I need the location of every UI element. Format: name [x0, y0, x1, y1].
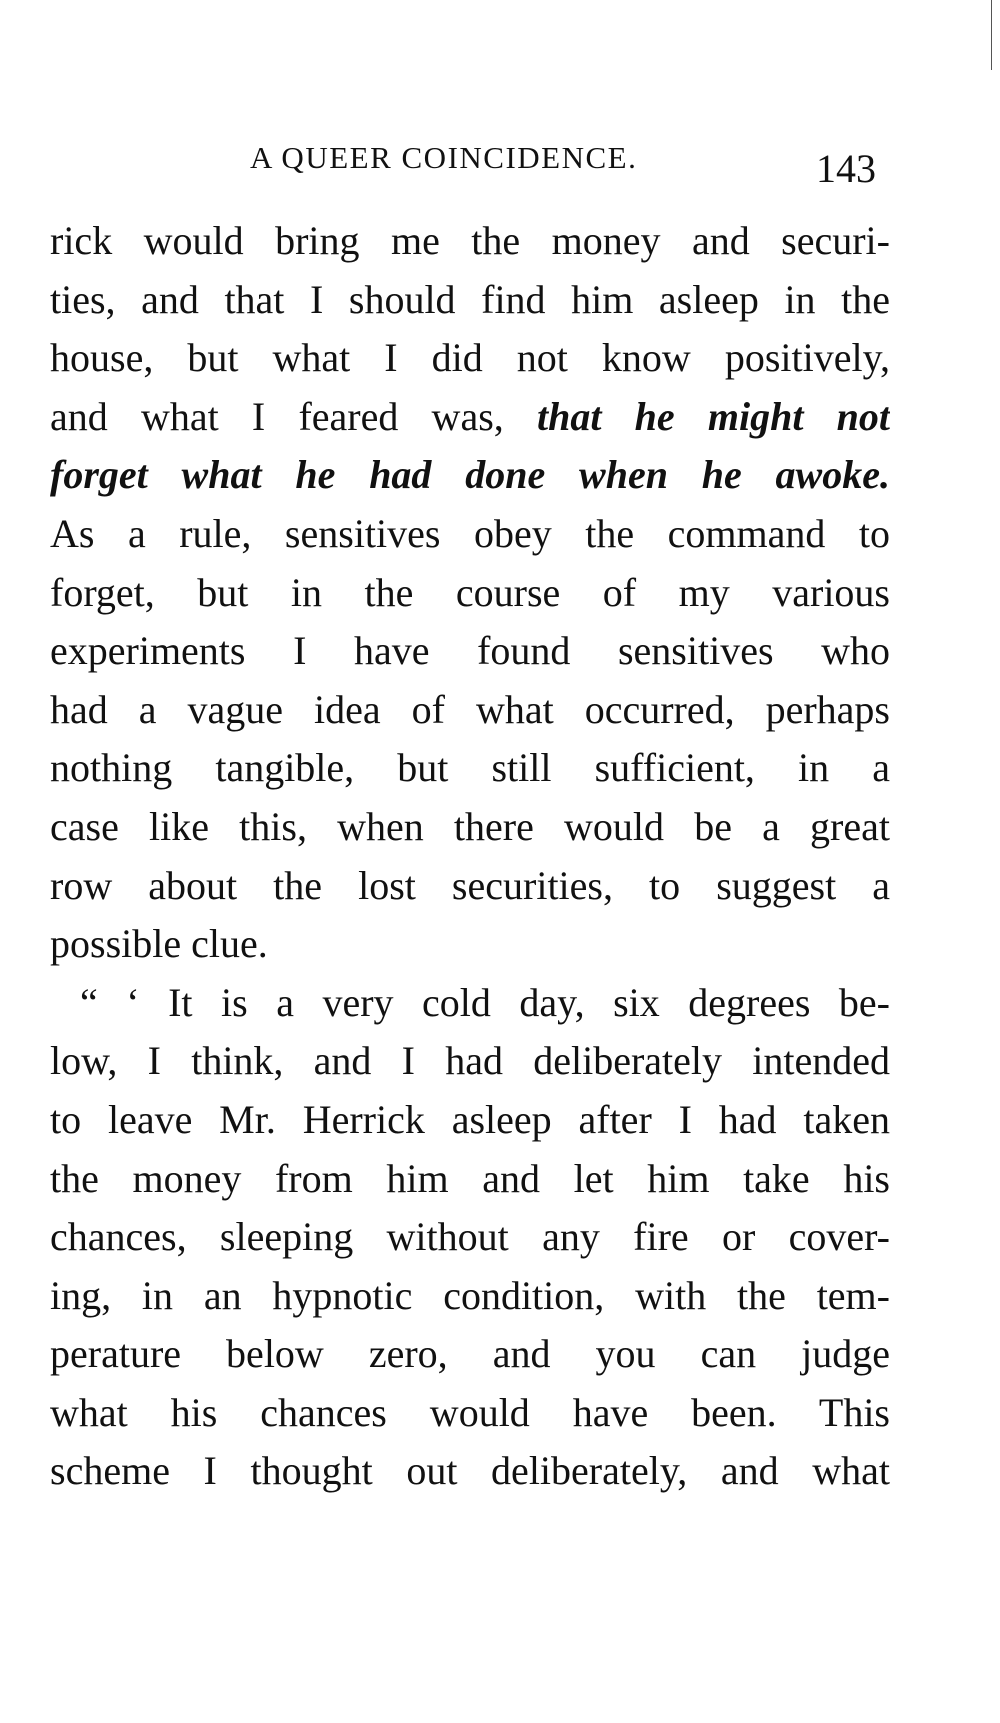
text-line: ties, and that I should find him asleep in the [50, 276, 890, 322]
text-line: experiments I have found sensitives who [50, 628, 890, 674]
text-line: low, I think, and I had deliberately intended [50, 1038, 890, 1084]
italic-emphasis: forget what he had done when he awoke. [50, 452, 890, 498]
text-line: house, but what I did not know positively, [50, 335, 890, 381]
text-line [50, 388, 890, 447]
page-edge-mark [991, 0, 992, 70]
text-line: row about the lost securities, to suggest a [50, 862, 890, 908]
text-line: rick would bring me the money and securi- [50, 218, 890, 263]
text-line: ing, in an hypnotic condition, with the tem- [50, 1272, 890, 1318]
text-line: chances, sleeping without any fire or cover- [50, 1214, 890, 1260]
text-line: the money from him and let him take his [50, 1155, 890, 1201]
text-line: forget, but in the course of my various [50, 569, 890, 615]
body-text [50, 212, 890, 1501]
text-line-roman: and what I feared was, [50, 393, 537, 439]
text-line: to leave Mr. Herrick asleep after I had taken [50, 1096, 890, 1142]
text-line: nothing tangible, but still sufficient, in a [50, 745, 890, 791]
running-head: A QUEER COINCIDENCE. [250, 140, 638, 175]
italic-emphasis: that he might not [536, 393, 890, 439]
text-line [50, 446, 890, 505]
text-line: had a vague idea of what occurred, perhaps [50, 686, 890, 732]
text-line: what his chances would have been. This [50, 1389, 890, 1435]
text-line: perature below zero, and you can judge [50, 1331, 890, 1377]
page-number: 143 [816, 146, 876, 191]
text-line: scheme I thought out deliberately, and what [50, 1448, 890, 1494]
text-line: As a rule, sensitives obey the command to [50, 510, 890, 556]
paragraph-last-line: possible clue. [50, 921, 268, 967]
paragraph-first-line: “ ‘ It is a very cold day, six degrees be- [80, 979, 890, 1025]
text-line: case like this, when there would be a great [50, 803, 890, 849]
